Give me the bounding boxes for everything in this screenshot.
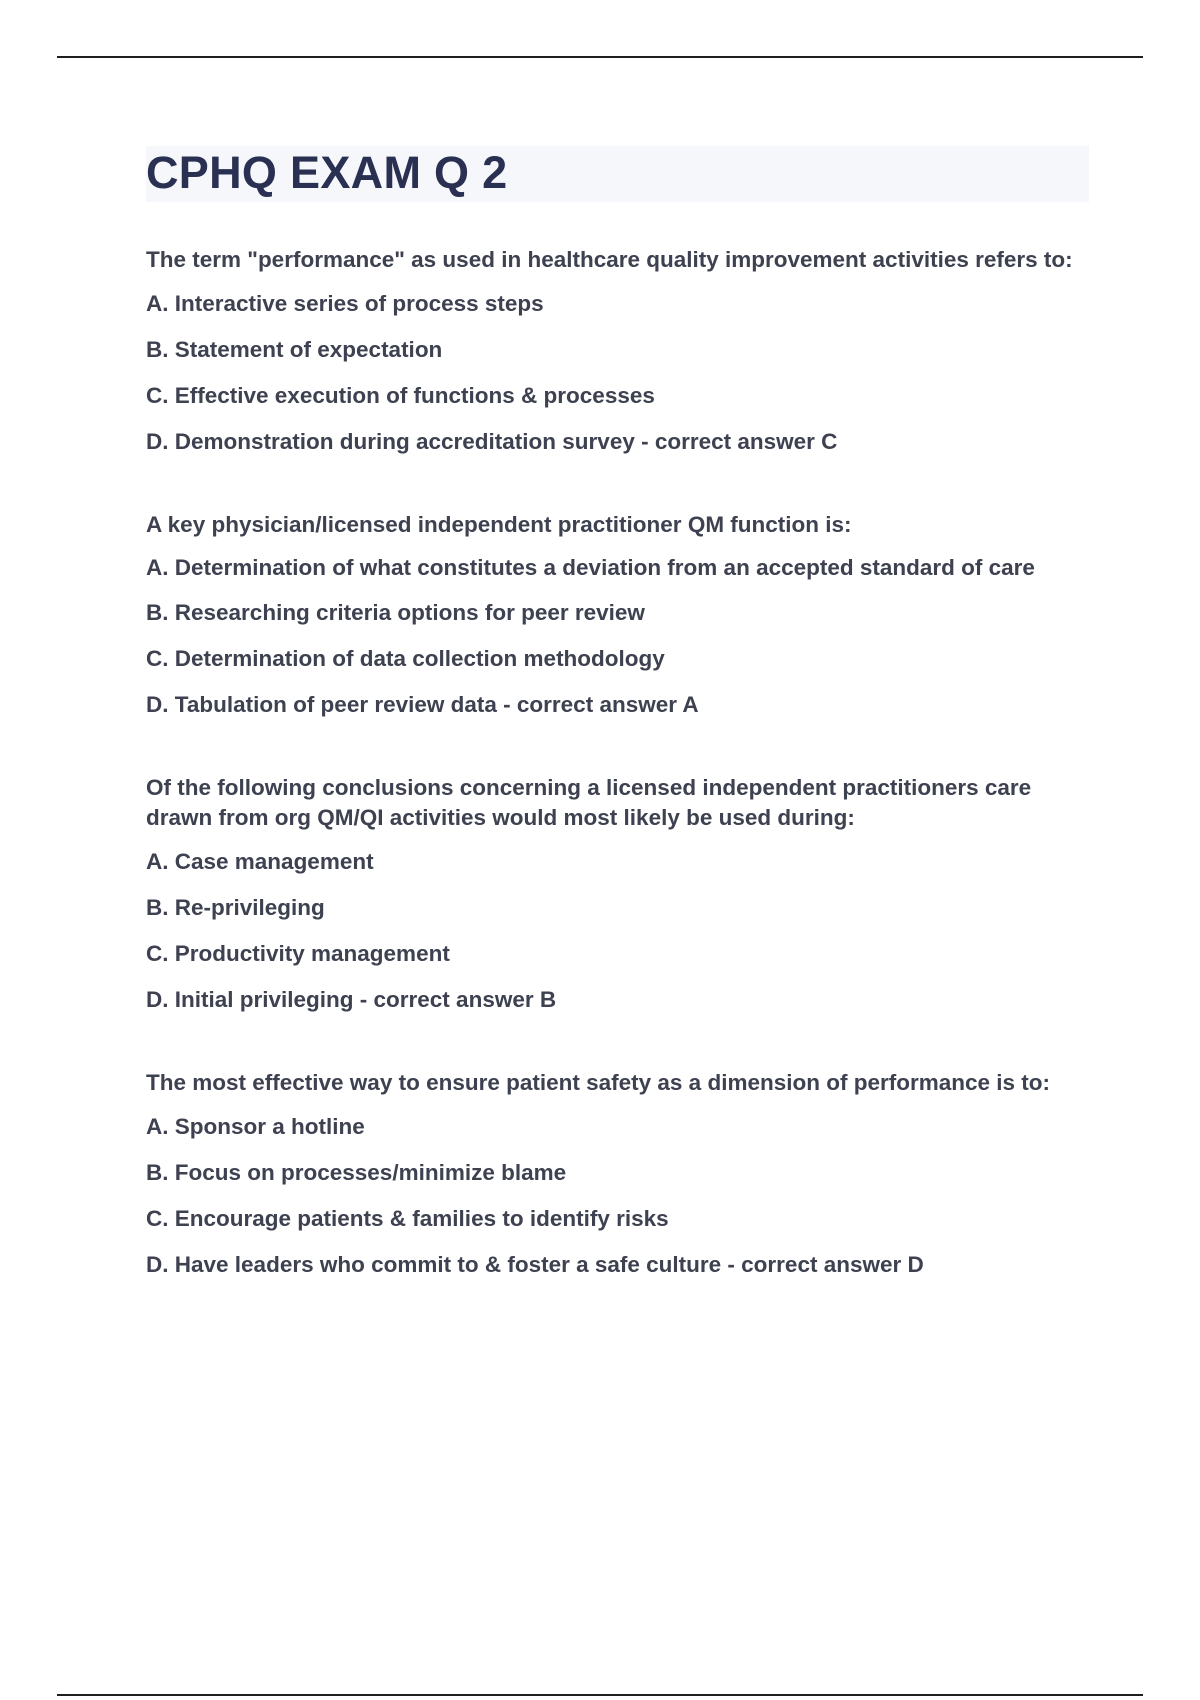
option-c: C. Determination of data collection methodology — [146, 646, 665, 671]
option-c: C. Productivity management — [146, 941, 450, 966]
question-text: The most effective way to ensure patient safety as a dimension of performance is to: — [146, 1070, 1050, 1095]
question-2 — [146, 510, 1089, 720]
question-3 — [146, 773, 1089, 1015]
option-b: B. Statement of expectation — [146, 337, 443, 362]
option-d: D. Demonstration during accreditation survey - correct answer C — [146, 429, 838, 454]
question-text: A key physician/licensed independent practitioner QM function is: — [146, 512, 852, 537]
option-b: B. Re-privileging — [146, 895, 325, 920]
top-divider — [57, 56, 1143, 58]
option-a: A. Sponsor a hotline — [146, 1114, 365, 1139]
question-1 — [146, 245, 1089, 457]
option-d: D. Initial privileging - correct answer B — [146, 987, 557, 1012]
question-text: The term "performance" as used in healthcare quality improvement activities refers to: — [146, 247, 1073, 272]
option-a: A. Determination of what constitutes a deviation from an accepted standard of care — [146, 555, 1035, 580]
question-4 — [146, 1068, 1089, 1280]
question-list — [146, 245, 1089, 1333]
option-b: B. Focus on processes/minimize blame — [146, 1160, 567, 1185]
option-c: C. Effective execution of functions & processes — [146, 383, 655, 408]
option-d: D. Have leaders who commit to & foster a safe culture - correct answer D — [146, 1252, 924, 1277]
option-a: A. Case management — [146, 849, 374, 874]
page-title: CPHQ EXAM Q 2 — [146, 147, 508, 198]
question-text: Of the following conclusions concerning a licensed independent practitioners care drawn from org QM/QI activities would most likely be used during: — [146, 775, 1032, 830]
option-a: A. Interactive series of process steps — [146, 291, 544, 316]
bottom-divider — [57, 1694, 1143, 1696]
option-c: C. Encourage patients & families to identify risks — [146, 1206, 669, 1231]
option-d: D. Tabulation of peer review data - correct answer A — [146, 692, 699, 717]
option-b: B. Researching criteria options for peer review — [146, 600, 645, 625]
